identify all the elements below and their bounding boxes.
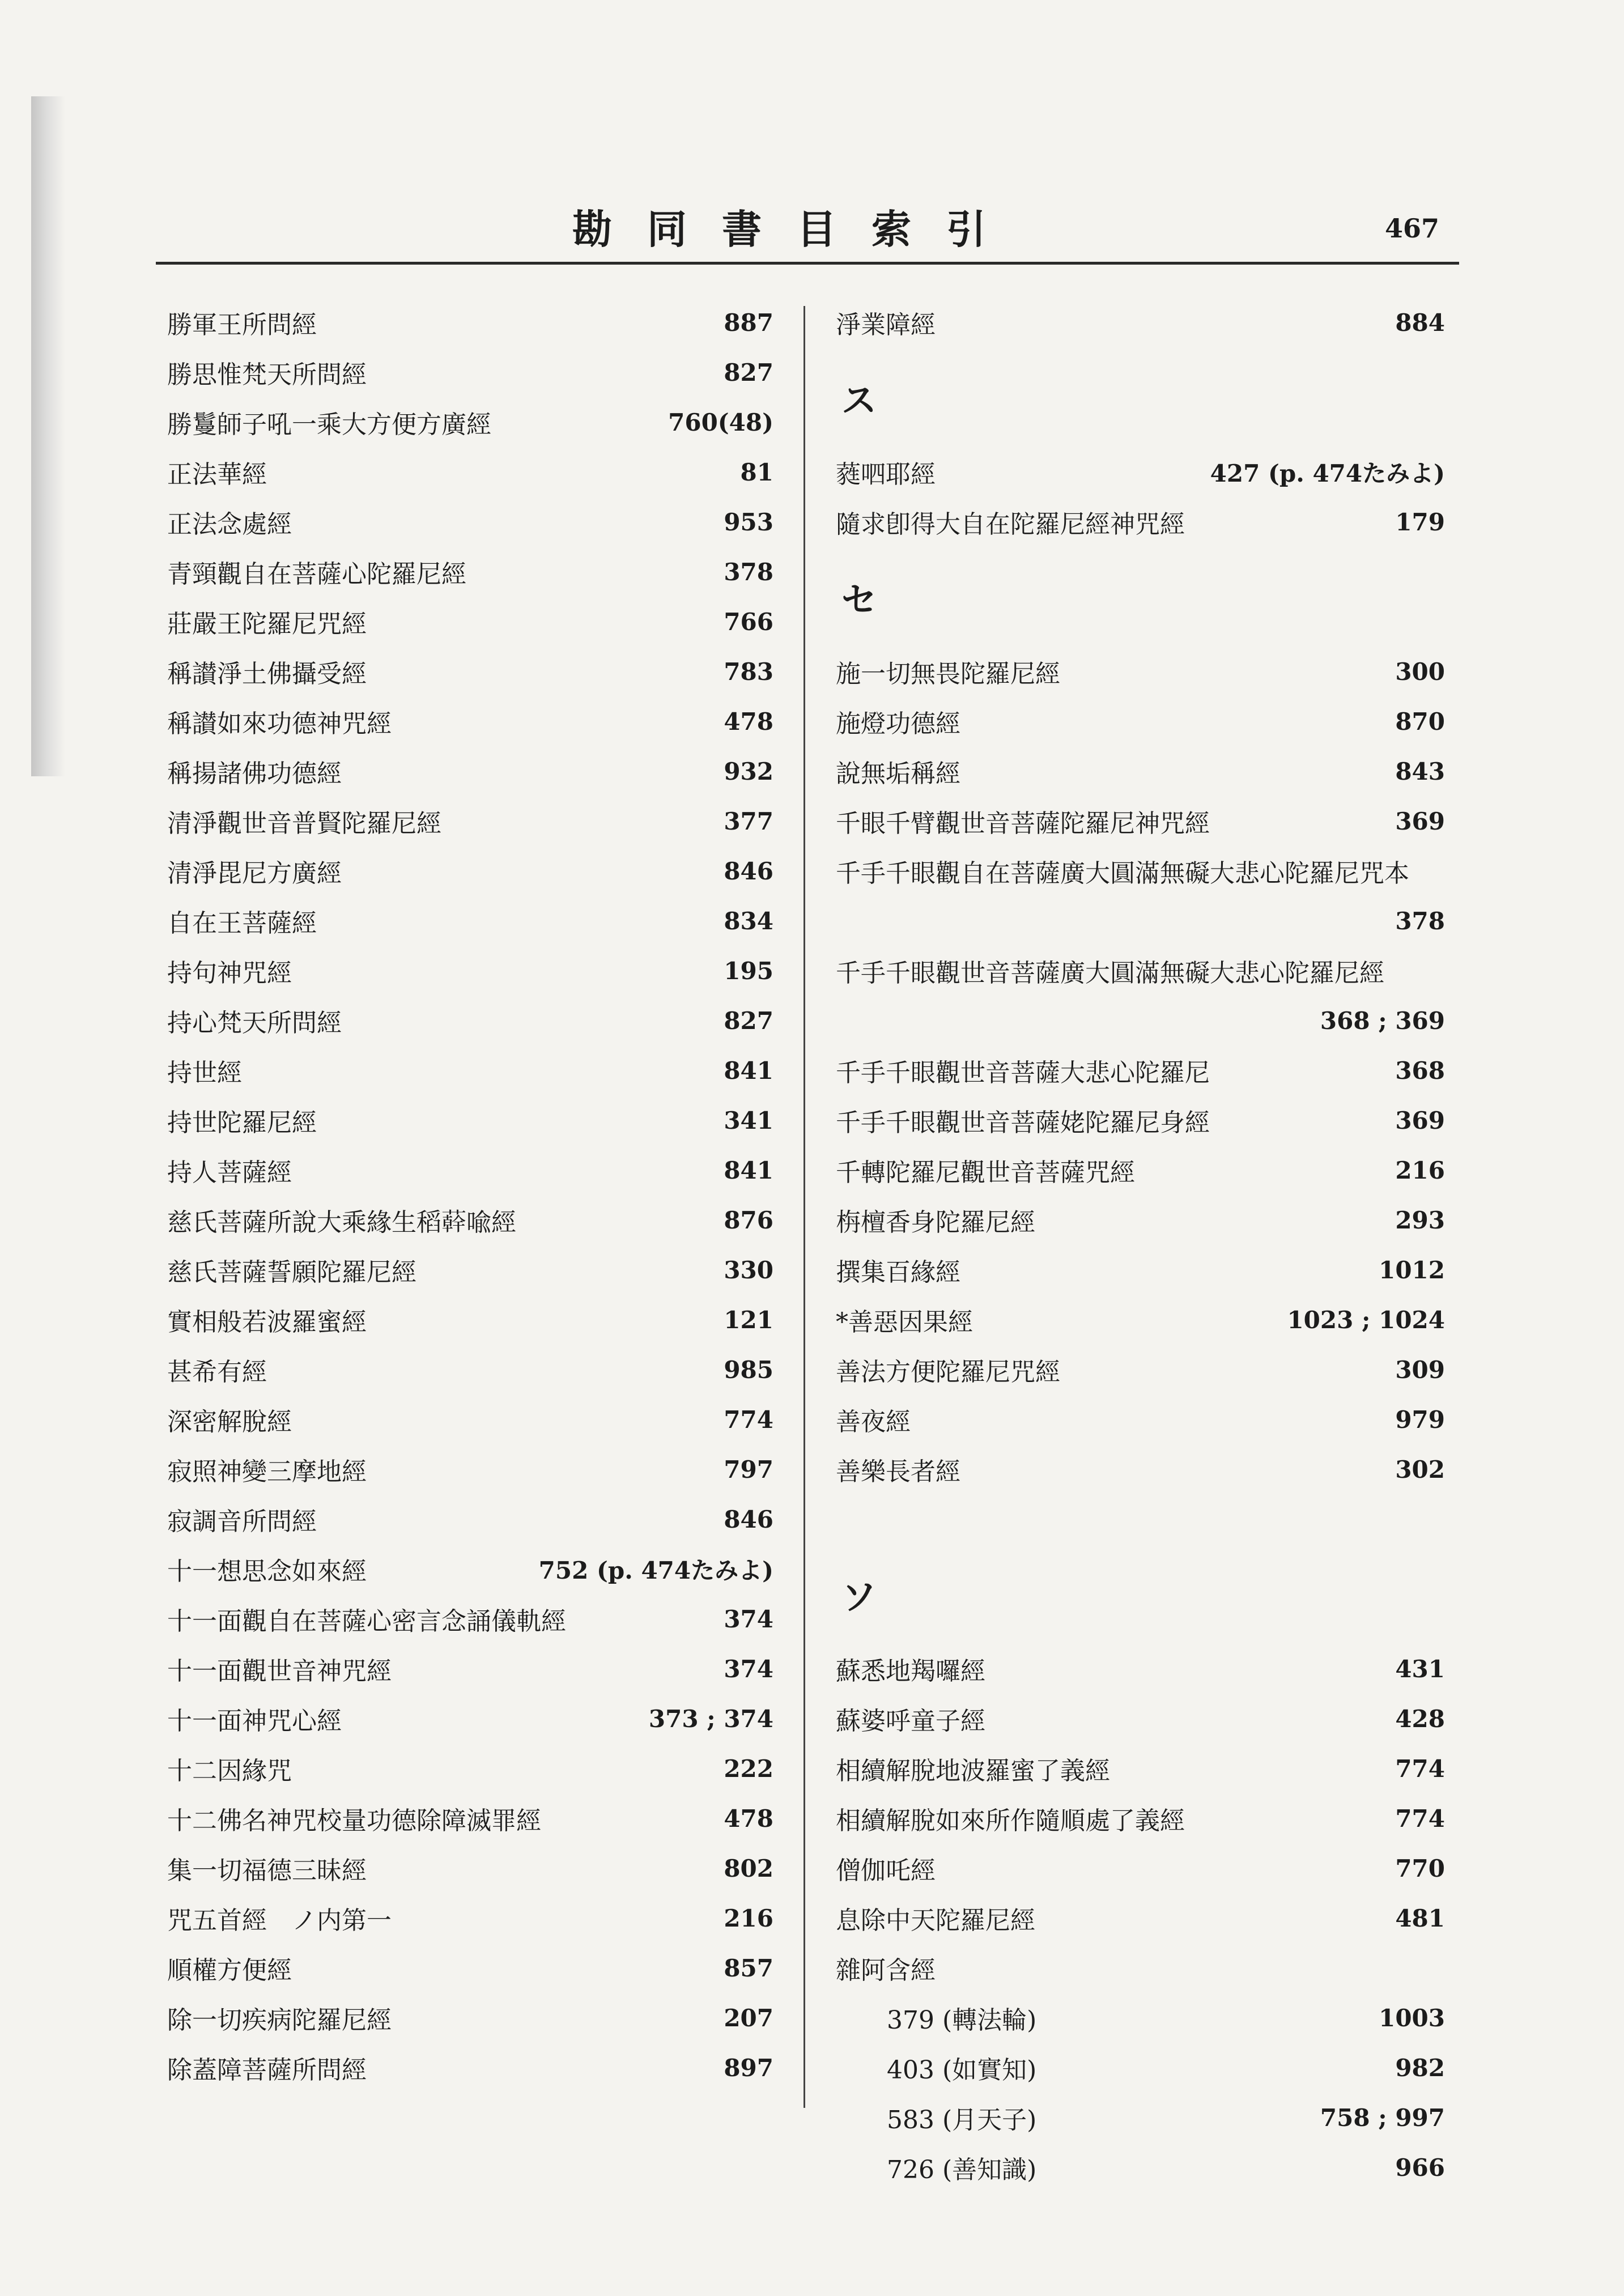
entry-title: 持世經 xyxy=(167,1058,242,1087)
index-entry-continuation xyxy=(836,896,1445,946)
entry-title: 青頸觀自在菩薩心陀羅尼經 xyxy=(167,560,466,589)
entry-title: 清淨毘尼方廣經 xyxy=(167,859,342,888)
entry-title: 僧伽吒經 xyxy=(836,1856,936,1885)
entry-ref: 887 xyxy=(724,308,773,337)
index-entry xyxy=(836,447,1445,497)
entry-title: 持世陀羅尼經 xyxy=(167,1108,317,1137)
entry-ref: 884 xyxy=(1395,308,1445,337)
entry-ref: 222 xyxy=(724,1754,773,1783)
index-entry xyxy=(167,696,773,746)
entry-title: 撰集百緣經 xyxy=(836,1258,960,1287)
entry-title: 勝鬘師子吼一乘大方便方廣經 xyxy=(167,410,491,439)
entry-title: *善惡因果經 xyxy=(836,1308,973,1337)
index-entry xyxy=(167,447,773,497)
entry-ref: 368 ; 369 xyxy=(1320,1006,1445,1035)
index-subentry xyxy=(836,2093,1445,2142)
entry-ref: 478 xyxy=(724,707,773,735)
entry-ref: 982 xyxy=(1395,2053,1445,2082)
entry-ref: 774 xyxy=(1395,1754,1445,1783)
entry-title: 說無垢稱經 xyxy=(836,759,960,788)
index-entry xyxy=(167,1295,773,1345)
entry-title: 雜阿含經 xyxy=(836,1956,936,1985)
index-entry xyxy=(836,1694,1445,1744)
entry-ref: 752 (p. 474たみよ) xyxy=(538,1557,773,1584)
index-entry-long xyxy=(836,946,1445,996)
entry-title: 寂照神變三摩地經 xyxy=(167,1457,367,1486)
entry-title: 蕤呬耶經 xyxy=(836,460,936,489)
entry-ref: 481 xyxy=(1395,1904,1445,1932)
entry-title: 深密解脫經 xyxy=(167,1408,292,1436)
entry-ref: 876 xyxy=(724,1206,773,1234)
entry-title: 息除中天陀羅尼經 xyxy=(836,1906,1035,1935)
entry-ref: 121 xyxy=(724,1306,773,1334)
entry-ref: 1023 ; 1024 xyxy=(1287,1306,1445,1334)
entry-title: 慈氏菩薩所說大乘緣生稻𦼮喩經 xyxy=(167,1208,516,1237)
entry-ref: 783 xyxy=(724,657,773,686)
index-entry xyxy=(167,497,773,547)
index-entry xyxy=(836,1095,1445,1145)
left-column xyxy=(167,297,773,2093)
index-entry xyxy=(836,1195,1445,1245)
index-entry xyxy=(167,2043,773,2093)
index-entry xyxy=(836,1893,1445,1943)
entry-ref: 81 xyxy=(740,458,773,486)
entry-ref: 368 xyxy=(1395,1056,1445,1085)
index-entry xyxy=(167,1195,773,1245)
index-entry xyxy=(836,1245,1445,1295)
entry-title: 淨業障經 xyxy=(836,311,936,339)
index-entry xyxy=(836,1793,1445,1843)
index-entry-continuation xyxy=(836,996,1445,1045)
entry-title: 持人菩薩經 xyxy=(167,1158,292,1187)
entry-ref: 760(48) xyxy=(668,408,773,436)
index-entry xyxy=(167,1494,773,1544)
entry-title: 稱揚諸佛功德經 xyxy=(167,759,342,788)
index-entry xyxy=(836,497,1445,547)
index-entry xyxy=(167,597,773,647)
entry-title: 咒五首經 ノ内第一 xyxy=(167,1906,392,1935)
entry-title: 十一面觀世音神咒經 xyxy=(167,1657,392,1686)
section-heading-so: ソ xyxy=(841,1576,877,1618)
index-entry xyxy=(836,1744,1445,1793)
entry-ref: 216 xyxy=(1395,1156,1445,1184)
entry-title: 相續解脫地波羅蜜了義經 xyxy=(836,1757,1110,1785)
index-entry xyxy=(836,1045,1445,1095)
entry-title: 施一切無畏陀羅尼經 xyxy=(836,660,1060,688)
entry-ref: 953 xyxy=(724,508,773,536)
entry-ref: 330 xyxy=(724,1256,773,1284)
page-number: 467 xyxy=(1384,213,1439,244)
index-entry xyxy=(167,1644,773,1694)
entry-title: 善樂長者經 xyxy=(836,1457,960,1486)
index-entry xyxy=(836,696,1445,746)
entry-ref: 300 xyxy=(1395,657,1445,686)
entry-title: 蘇悉地羯囉經 xyxy=(836,1657,985,1686)
entry-title: 正法華經 xyxy=(167,460,267,489)
entry-title: 千手千眼觀世音菩薩姥陀羅尼身經 xyxy=(836,1108,1210,1137)
entry-ref: 985 xyxy=(724,1355,773,1384)
entry-ref: 802 xyxy=(724,1854,773,1882)
entry-title: 順權方便經 xyxy=(167,1956,292,1985)
entry-ref: 302 xyxy=(1395,1455,1445,1483)
entry-ref: 427 (p. 474たみよ) xyxy=(1210,460,1445,487)
entry-title: 十二因緣咒 xyxy=(167,1757,292,1785)
subentry-title: 379 (轉法輪) xyxy=(887,2006,1037,2035)
index-entry xyxy=(167,1345,773,1394)
index-entry xyxy=(167,1893,773,1943)
entry-title: 善夜經 xyxy=(836,1408,911,1436)
index-entry xyxy=(167,1744,773,1793)
entry-title: 十一面神咒心經 xyxy=(167,1707,342,1736)
entry-ref: 431 xyxy=(1395,1655,1445,1683)
index-entry xyxy=(167,1694,773,1744)
index-entry xyxy=(836,1145,1445,1195)
entry-ref: 827 xyxy=(724,358,773,386)
index-entry xyxy=(167,846,773,896)
entry-title: 千手千眼觀自在菩薩廣大圓滿無礙大悲心陀羅尼咒本 xyxy=(836,859,1409,888)
entry-title: 千手千眼觀世音菩薩廣大圓滿無礙大悲心陀羅尼經 xyxy=(836,959,1384,988)
index-entry xyxy=(167,297,773,347)
right-column xyxy=(836,297,1445,2192)
entry-title: 除一切疾病陀羅尼經 xyxy=(167,2006,392,2035)
entry-title: 施燈功德經 xyxy=(836,709,960,738)
index-entry xyxy=(836,1644,1445,1694)
page-header xyxy=(156,204,1459,261)
entry-title: 自在王菩薩經 xyxy=(167,909,317,938)
subentry-title: 583 (月天子) xyxy=(887,2106,1037,2135)
entry-ref: 841 xyxy=(724,1056,773,1085)
entry-title: 善法方便陀羅尼咒經 xyxy=(836,1358,1060,1387)
index-entry xyxy=(167,996,773,1045)
entry-title: 勝軍王所問經 xyxy=(167,311,317,339)
entry-ref: 966 xyxy=(1395,2153,1445,2182)
entry-title: 稱讃如來功德神咒經 xyxy=(167,709,392,738)
entry-ref: 369 xyxy=(1395,1106,1445,1134)
subentry-title: 726 (善知識) xyxy=(887,2155,1037,2184)
entry-ref: 374 xyxy=(724,1655,773,1683)
entry-title: 隨求卽得大自在陀羅尼經神咒經 xyxy=(836,510,1185,539)
index-entry xyxy=(167,1245,773,1295)
entry-ref: 341 xyxy=(724,1106,773,1134)
index-entry xyxy=(167,1943,773,1993)
index-entry xyxy=(167,1544,773,1594)
index-entry xyxy=(836,796,1445,846)
entry-ref: 373 ; 374 xyxy=(648,1704,773,1733)
index-entry xyxy=(167,796,773,846)
index-entry xyxy=(836,1843,1445,1893)
index-entry xyxy=(167,1793,773,1843)
entry-ref: 377 xyxy=(724,807,773,835)
entry-title: 十一想思念如來經 xyxy=(167,1557,367,1586)
entry-title: 集一切福德三昧經 xyxy=(167,1856,367,1885)
entry-title: 持句神咒經 xyxy=(167,959,292,988)
index-entry xyxy=(167,896,773,946)
entry-title: 除蓋障菩薩所問經 xyxy=(167,2056,367,2085)
entry-title: 千眼千臂觀世音菩薩陀羅尼神咒經 xyxy=(836,809,1210,838)
entry-ref: 834 xyxy=(724,907,773,935)
entry-title: 寂調音所問經 xyxy=(167,1507,317,1536)
index-entry xyxy=(836,1295,1445,1345)
index-entry xyxy=(836,1345,1445,1394)
entry-ref: 179 xyxy=(1395,508,1445,536)
entry-ref: 195 xyxy=(724,956,773,985)
index-subentry xyxy=(836,2142,1445,2192)
entry-ref: 932 xyxy=(724,757,773,785)
entry-title: 稱讃淨土佛攝受經 xyxy=(167,660,367,688)
index-entry-group xyxy=(836,1943,1445,1993)
entry-ref: 1003 xyxy=(1379,2004,1445,2032)
entry-title: 栴檀香身陀羅尼經 xyxy=(836,1208,1035,1237)
entry-ref: 846 xyxy=(724,857,773,885)
index-entry xyxy=(167,397,773,447)
entry-ref: 216 xyxy=(724,1904,773,1932)
page-title: 勘同書目索引 xyxy=(572,206,1021,253)
index-entry xyxy=(167,1444,773,1494)
entry-title: 甚希有經 xyxy=(167,1358,267,1387)
entry-ref: 309 xyxy=(1395,1355,1445,1384)
index-entry xyxy=(167,1993,773,2043)
entry-ref: 843 xyxy=(1395,757,1445,785)
entry-ref: 374 xyxy=(724,1605,773,1633)
index-entry xyxy=(836,297,1445,347)
entry-ref: 841 xyxy=(724,1156,773,1184)
entry-title: 千手千眼觀世音菩薩大悲心陀羅尼 xyxy=(836,1058,1210,1087)
entry-ref: 770 xyxy=(1395,1854,1445,1882)
index-entry xyxy=(167,946,773,996)
entry-ref: 428 xyxy=(1395,1704,1445,1733)
entry-title: 勝思惟梵天所問經 xyxy=(167,360,367,389)
entry-ref: 897 xyxy=(724,2053,773,2082)
index-entry xyxy=(836,1394,1445,1444)
index-entry xyxy=(167,1045,773,1095)
entry-title: 清淨觀世音普賢陀羅尼經 xyxy=(167,809,441,838)
entry-ref: 369 xyxy=(1395,807,1445,835)
index-entry xyxy=(836,1444,1445,1494)
column-divider xyxy=(804,306,805,2108)
entry-ref: 827 xyxy=(724,1006,773,1035)
index-entry xyxy=(167,547,773,597)
index-entry xyxy=(836,746,1445,796)
entry-title: 莊嚴王陀羅尼咒經 xyxy=(167,610,367,639)
subentry-title: 403 (如實知) xyxy=(887,2056,1037,2085)
index-entry xyxy=(167,1594,773,1644)
entry-ref: 774 xyxy=(724,1405,773,1434)
section-spacer xyxy=(836,1494,1445,1544)
entry-title: 蘇婆呼童子經 xyxy=(836,1707,985,1736)
entry-ref: 857 xyxy=(724,1954,773,1982)
index-entry-long xyxy=(836,846,1445,896)
entry-ref: 766 xyxy=(724,607,773,636)
entry-ref: 207 xyxy=(724,2004,773,2032)
entry-ref: 378 xyxy=(724,558,773,586)
entry-title: 正法念處經 xyxy=(167,510,292,539)
index-subentry xyxy=(836,2043,1445,2093)
entry-title: 慈氏菩薩誓願陀羅尼經 xyxy=(167,1258,416,1287)
entry-title: 千轉陀羅尼觀世音菩薩咒經 xyxy=(836,1158,1135,1187)
entry-ref: 1012 xyxy=(1379,1256,1445,1284)
index-entry xyxy=(167,1095,773,1145)
entry-ref: 870 xyxy=(1395,707,1445,735)
entry-ref: 797 xyxy=(724,1455,773,1483)
index-entry xyxy=(167,1394,773,1444)
entry-ref: 979 xyxy=(1395,1405,1445,1434)
entry-ref: 758 ; 997 xyxy=(1320,2103,1445,2132)
section-heading-se: セ xyxy=(841,579,877,620)
entry-ref: 478 xyxy=(724,1804,773,1832)
index-entry xyxy=(167,1843,773,1893)
index-entry xyxy=(167,347,773,397)
page-edge-shadow xyxy=(31,96,65,776)
entry-ref: 293 xyxy=(1395,1206,1445,1234)
entry-title: 持心梵天所問經 xyxy=(167,1009,342,1038)
index-entry xyxy=(836,647,1445,696)
header-rule xyxy=(156,262,1459,265)
index-entry xyxy=(167,1145,773,1195)
entry-title: 實相般若波羅蜜經 xyxy=(167,1308,367,1337)
entry-title: 十一面觀自在菩薩心密言念誦儀軌經 xyxy=(167,1607,566,1636)
index-subentry xyxy=(836,1993,1445,2043)
entry-ref: 774 xyxy=(1395,1804,1445,1832)
entry-title: 相續解脫如來所作隨順處了義經 xyxy=(836,1806,1185,1835)
entry-ref: 378 xyxy=(1395,907,1445,935)
index-entry xyxy=(167,746,773,796)
index-entry xyxy=(167,647,773,696)
section-heading-su: ス xyxy=(841,379,877,421)
entry-title: 十二佛名神咒校量功德除障滅罪經 xyxy=(167,1806,541,1835)
entry-ref: 846 xyxy=(724,1505,773,1533)
